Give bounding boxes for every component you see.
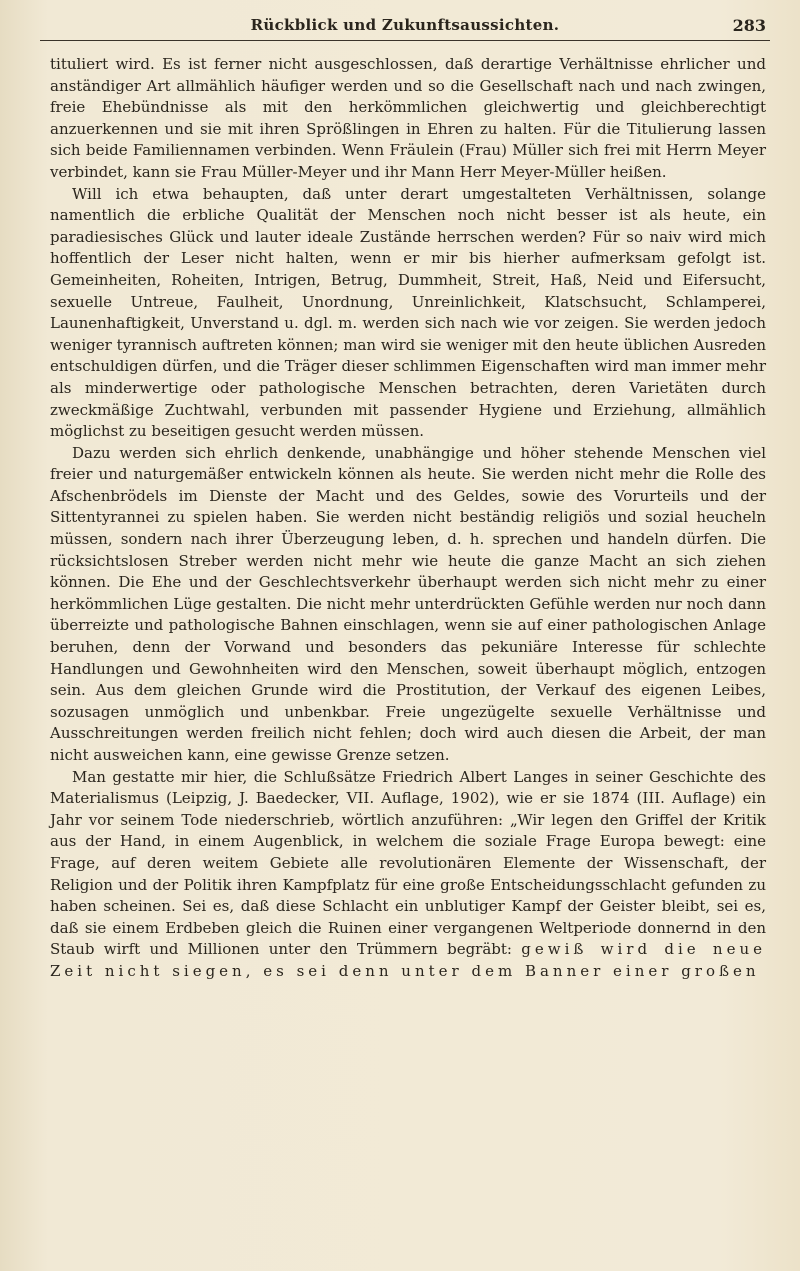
body-text	[50, 54, 766, 983]
paragraph-2: Will ich etwa behaupten, daß unter derart umgestalteten Verhältnissen, solange namentlich die erbliche Qualität der Menschen noch nicht besser ist als heute, ein paradiesisches Glück und lauter ideale Zustände herrschen werden? Für so naiv wird mich hoffentlich der Leser nicht halten, wenn er mir bis hierher aufmerksam gefolgt ist. Gemeinheiten, Roheiten, Intrigen, Betrug, Dummheit, Streit, Haß, Neid und Eifersucht, sexuelle Untreue, Faulheit, Unordnung, Unreinlichkeit, Klatschsucht, Schlamperei, Launenhaftigkeit, Unverstand u. dgl. m. werden sich nach wie vor zeigen. Sie werden jedoch weniger tyrannisch auftreten können; man wird sie weniger mit den heute üblichen Ausreden entschuldigen dürfen, und die Träger dieser schlimmen Eigenschaften wird man immer mehr als minderwertige oder pathologische Menschen betrachten, deren Varietäten durch zweckmäßige Zuchtwahl, verbunden mit passender Hygiene und Erziehung, allmählich möglichst zu beseitigen gesucht werden müssen.	[50, 184, 766, 441]
running-title: Rückblick und Zukunftsaussichten.	[250, 16, 560, 34]
page-number: 283	[732, 16, 766, 35]
paragraph-4	[50, 767, 766, 983]
paragraph-1: tituliert wird. Es ist ferner nicht ausgeschlossen, daß derartige Verhältnisse ehrlicher und anständiger Art allmählich häufiger werden und so die Gesellschaft nach und nach zwingen, freie Ehebündnisse als mit den herkömmlichen gleichwertig und gleichberechtigt anzuerkennen und sie mit ihren Sprößlingen in Ehren zu halten. Für die Titulierung lassen sich beide Familiennamen verbinden. Wenn Fräulein (Frau) Müller sich frei mit Herrn Meyer verbindet, kann sie Frau Müller-Meyer und ihr Mann Herr Meyer-Müller heißen.	[50, 55, 766, 181]
quote-emphasis: gewiß wird die neue Zeit nicht siegen, es sei denn unter dem Banner einer großen	[50, 940, 766, 980]
page-header	[40, 14, 770, 41]
quote-intro: Man gestatte mir hier, die Schlußsätze Friedrich Albert Langes in seiner Geschichte des Materialismus (Leipzig, J. Baedecker, VII. Auflage, 1902), wie er sie 1874 (III. Auflage) ein Jahr vor seinem Tode niederschrieb, wörtlich anzuführen: „Wir legen den Griffel der Kritik aus der Hand, in einem Augenblick, in welchem die soziale Frage Europa bewegt: eine Frage, auf deren weitem Gebiete alle revolutionären Elemente der Wissenschaft, der Religion und der Politik ihren Kampfplatz für eine große Entscheidungsschlacht gefunden zu haben scheinen. Sei es, daß diese Schlacht ein unblutiger Kampf der Geister bleibt, sei es, daß sie einem Erdbeben gleich die Ruinen einer vergangenen Weltperiode donnernd in den Staub wirft und Millionen unter den Trümmern begräbt:	[50, 767, 766, 959]
paragraph-3: Dazu werden sich ehrlich denkende, unabhängige und höher stehende Menschen viel freier und naturgemäßer entwickeln können als heute. Sie werden nicht mehr die Rolle des Afschenbrödels im Dienste der Macht und des Geldes, sowie des Vorurteils und der Sittentyrannei zu spielen haben. Sie werden nicht beständig religiös und sozial heucheln müssen, sondern nach ihrer Überzeugung leben, d. h. sprechen und handeln dürfen. Die rücksichtslosen Streber werden nicht mehr wie heute die ganze Macht an sich ziehen können. Die Ehe und der Geschlechtsverkehr überhaupt werden sich nicht mehr zu einer herkömmlichen Lüge gestalten. Die nicht mehr unterdrückten Gefühle werden nur noch dann überreizte und pathologische Bahnen einschlagen, wenn sie auf einer pathologischen Anlage beruhen, denn der Vorwand und besonders das pekuniäre Interesse für schlechte Handlungen und Gewohnheiten wird den Menschen, soweit überhaupt möglich, entzogen sein. Aus dem gleichen Grunde wird die Prostitution, der Verkauf des eigenen Leibes, sozusagen unmöglich und unbenkbar. Freie ungezügelte sexuelle Verhältnisse und Ausschreitungen werden freilich nicht fehlen; doch wird auch diesen die Arbeit, der man nicht ausweichen kann, eine gewisse Grenze setzen.	[50, 443, 766, 764]
